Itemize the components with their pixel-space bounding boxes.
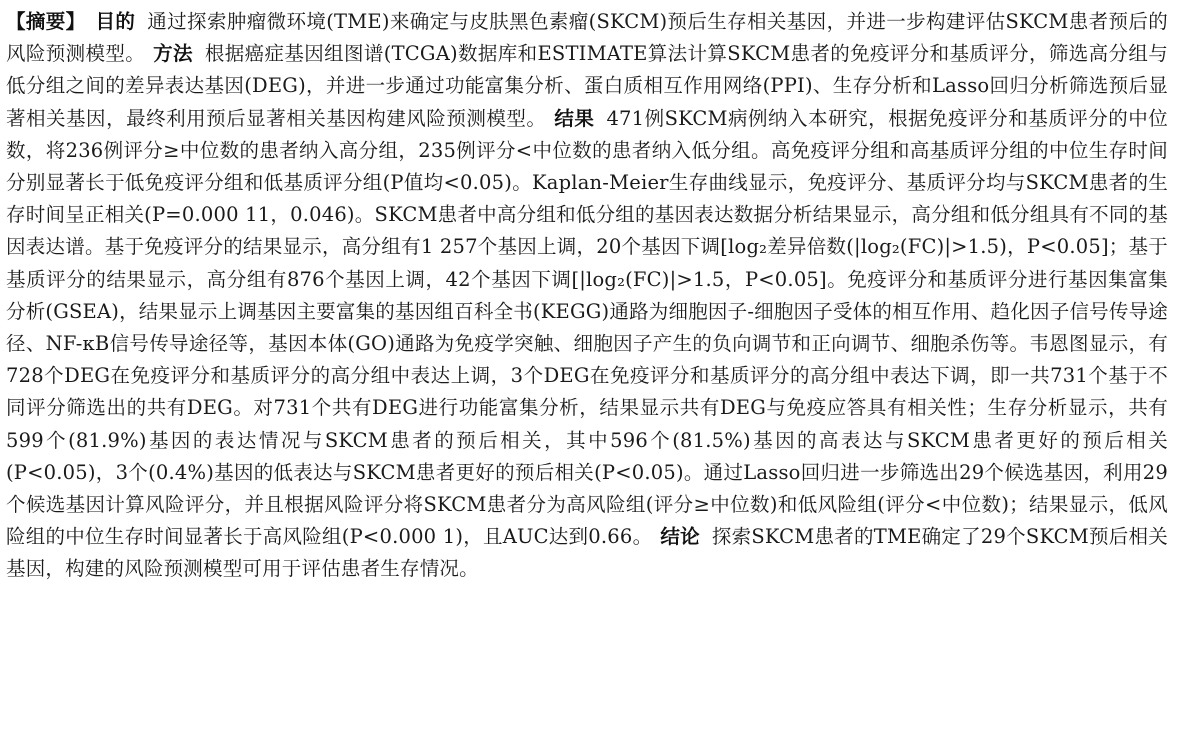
conclusion-text: 探索SKCM患者的TME确定了29个SKCM预后相关基因，构建的风险预测模型可用于评估患者生存情况。 [6,525,1168,581]
methods-heading: 方法 [153,42,193,66]
abstract-block [6,6,1168,586]
results-heading: 结果 [554,106,595,130]
methods-text: 根据癌症基因组图谱(TCGA)数据库和ESTIMATE算法计算SKCM患者的免疫评分和基质评分，筛选高分组与低分组之间的差异表达基因(DEG)，并进一步通过功能富集分析、蛋白质相互作用网络(PPI)、生存分析和Lasso回归分析筛选预后显著相关基因，最终利用预后显著相关基因构建风险预测模型。 [6,42,1169,130]
conclusion-heading: 结论 [660,525,700,549]
abstract-paragraph [6,6,1168,586]
results-text: 471例SKCM病例纳入本研究，根据免疫评分和基质评分的中位数，将236例评分≥中位数的患者纳入高分组，235例评分<中位数的患者纳入低分组。高免疫评分组和高基质评分组的中位生存时间分别显著长于低免疫评分组和低基质评分组(P值均<0.05)。Kaplan-Meier生存曲线显示，免疫评分、基质评分均与SKCM患者的生存时间呈正相关(P=0.000 11，0.046)。SKCM患者中高分组和低分组的基因表达数据分析结果显示，高分组和低分组具有不同的基因表达谱。基于免疫评分的结果显示，高分组有1 257个基因上调，20个基因下调[log₂差异倍数(|log₂(FC)|>1.5)，P<0.05]；基于基质评分的结果显示，高分组有876个基因上调，42个基因下调[|log₂(FC)|>1.5，P<0.05]。免疫评分和基质评分进行基因集富集分析(GSEA)，结果显示上调基因主要富集的基因组百科全书(KEGG)通路为细胞因子-细胞因子受体的相互作用、趋化因子信号传导途径、NF-κB信号传导途径等，基因本体(GO)通路为免疫学突触、细胞因子产生的负向调节和正向调节、细胞杀伤等。韦恩图显示，有728个DEG在免疫评分和基质评分的高分组中表达上调，3个DEG在免疫评分和基质评分的高分组中表达下调，即一共731个基于不同评分筛选出的共有DEG。对731个共有DEG进行功能富集分析，结果显示共有DEG与免疫应答具有相关性；生存分析显示，共有599个(81.9%)基因的表达情况与SKCM患者的预后相关，其中596个(81.5%)基因的高表达与SKCM患者更好的预后相关(P<0.05)，3个(0.4%)基因的低表达与SKCM患者更好的预后相关(P<0.05)。通过Lasso回归进一步筛选出29个候选基因，利用29个候选基因计算风险评分，并且根据风险评分将SKCM患者分为高风险组(评分≥中位数)和低风险组(评分<中位数)；结果显示，低风险组的中位生存时间显著长于高风险组(P<0.000 1)，且AUC达到0.66。 [6,106,1168,549]
abstract-tag: 【摘要】 [6,10,86,33]
objective-text: 通过探索肿瘤微环境(TME)来确定与皮肤黑色素瘤(SKCM)预后生存相关基因，并进一步构建评估SKCM患者预后的风险预测模型。 [6,10,1168,66]
objective-heading: 目的 [95,10,136,33]
